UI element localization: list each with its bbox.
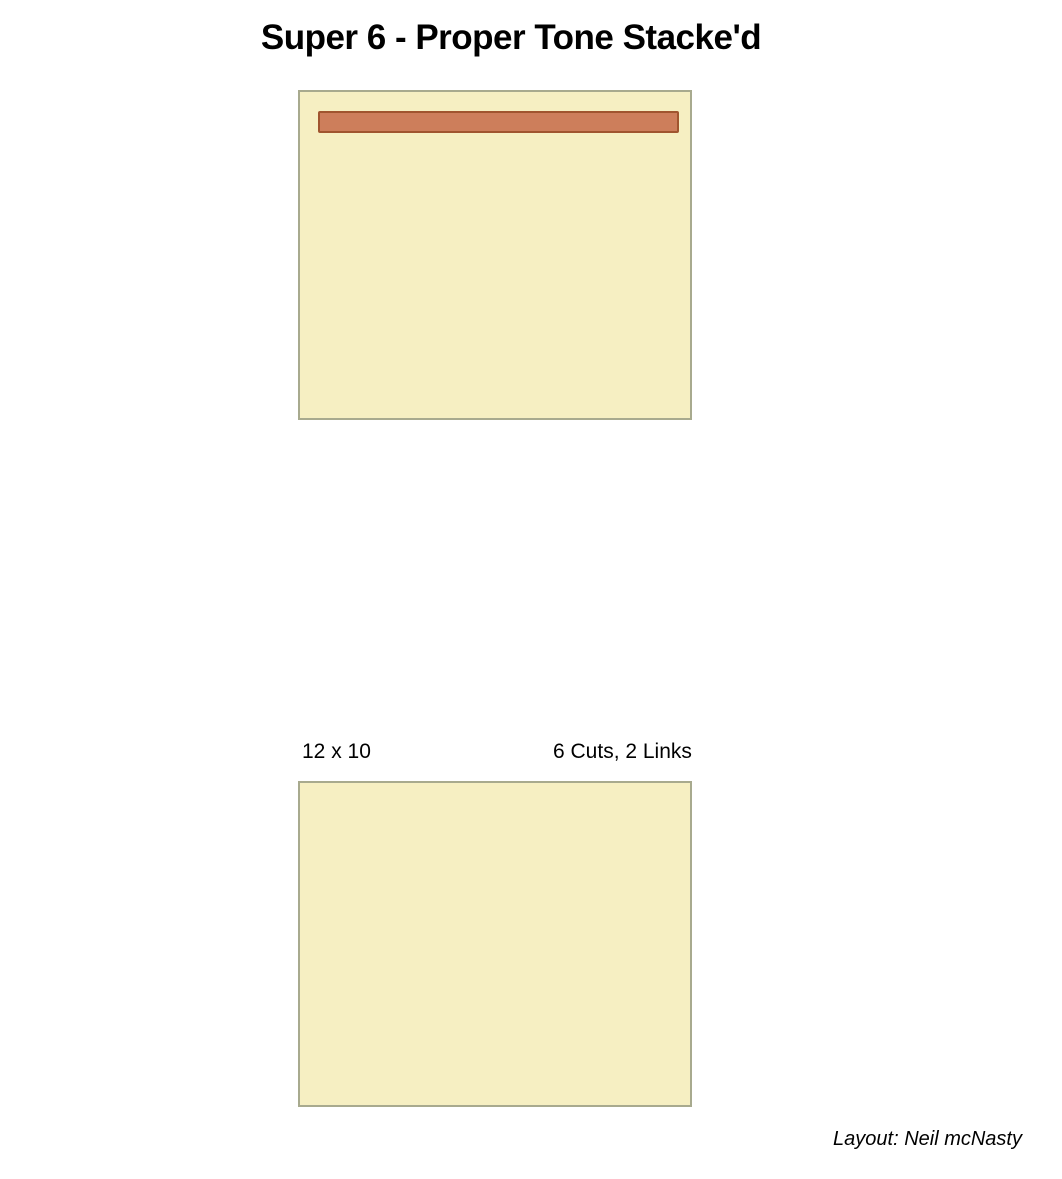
board-size-label: 12 x 10	[302, 740, 371, 763]
copper-strip-row-A	[318, 111, 679, 133]
component-board	[298, 90, 692, 420]
cuts-links-count-label: 6 Cuts, 2 Links	[553, 740, 692, 763]
layout-credit: Layout: Neil mcNasty	[833, 1128, 1022, 1150]
page-title: Super 6 - Proper Tone Stacke'd	[260, 18, 762, 57]
cuts-links-board	[298, 781, 692, 1107]
